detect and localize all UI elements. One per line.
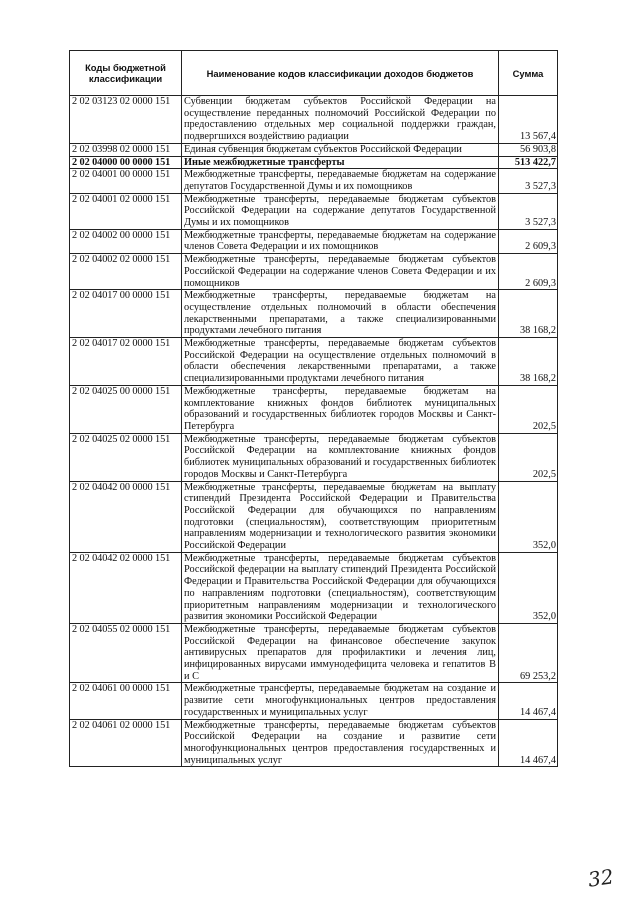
revenue-table — [69, 50, 558, 767]
table-row — [70, 481, 558, 552]
table-body — [70, 96, 558, 767]
header-sum: Сумма — [499, 51, 558, 96]
sum-cell: 202,5 — [499, 385, 558, 433]
code-cell: 2 02 04017 02 0000 151 — [70, 338, 182, 386]
name-cell: Межбюджетные трансферты, передаваемые бюджетам субъектов Российской федерации на выплату стипендий Президента Российской Федерации и Правительства Российской Федерации для обучающихся по направлениям подготовки (специальностям), соответствующим приоритетным направлениям модернизации и технологического развития экономики Российской Федерации — [182, 552, 499, 623]
table-row — [70, 290, 558, 338]
revenue-table-sheet — [69, 50, 557, 767]
table-row — [70, 193, 558, 229]
sum-cell: 14 467,4 — [499, 683, 558, 719]
name-cell: Межбюджетные трансферты, передаваемые бюджетам субъектов Российской Федерации на содержание депутатов Государственной Думы и их помощников — [182, 193, 499, 229]
sum-cell: 13 567,4 — [499, 96, 558, 144]
table-row — [70, 623, 558, 683]
sum-cell: 202,5 — [499, 433, 558, 481]
table-row — [70, 229, 558, 253]
name-cell: Единая субвенция бюджетам субъектов Российской Федерации — [182, 143, 499, 156]
code-cell: 2 02 04001 00 0000 151 — [70, 169, 182, 193]
sum-cell: 352,0 — [499, 552, 558, 623]
code-cell: 2 02 04061 02 0000 151 — [70, 719, 182, 767]
header-name: Наименование кодов классификации доходов бюджетов — [182, 51, 499, 96]
table-row — [70, 143, 558, 156]
name-cell: Субвенции бюджетам субъектов Российской Федерации на осуществление переданных полномочий Российской Федерации по предоставлению отдельных мер социальной поддержки граждан, подвергшихся воздействию радиации — [182, 96, 499, 144]
code-cell: 2 02 04002 02 0000 151 — [70, 254, 182, 290]
sum-cell: 38 168,2 — [499, 338, 558, 386]
code-cell: 2 02 04042 00 0000 151 — [70, 481, 182, 552]
table-row — [70, 385, 558, 433]
name-cell: Межбюджетные трансферты, передаваемые бюджетам субъектов Российской Федерации на финансовое обеспечение закупок антивирусных препаратов для профилактики и лечения лиц, инфицированных вирусами иммунодефицита человека и гепатитов В и С — [182, 623, 499, 683]
code-cell: 2 02 04025 00 0000 151 — [70, 385, 182, 433]
sum-cell: 3 527,3 — [499, 193, 558, 229]
code-cell: 2 02 04002 00 0000 151 — [70, 229, 182, 253]
sum-cell: 2 609,3 — [499, 229, 558, 253]
table-row — [70, 169, 558, 193]
code-cell: 2 02 04061 00 0000 151 — [70, 683, 182, 719]
name-cell: Межбюджетные трансферты, передаваемые бюджетам субъектов Российской Федерации на осуществление отдельных полномочий в области обеспечения лекарственными препаратами, а также специализированными продуктами лечебного питания — [182, 338, 499, 386]
sum-cell: 513 422,7 — [499, 156, 558, 169]
code-cell: 2 02 04000 00 0000 151 — [70, 156, 182, 169]
code-cell: 2 02 04025 02 0000 151 — [70, 433, 182, 481]
name-cell: Межбюджетные трансферты, передаваемые бюджетам на содержание депутатов Государственной Думы и их помощников — [182, 169, 499, 193]
sum-cell: 38 168,2 — [499, 290, 558, 338]
table-row — [70, 254, 558, 290]
name-cell: Межбюджетные трансферты, передаваемые бюджетам субъектов Российской Федерации на содержание членов Совета Федерации и их помощников — [182, 254, 499, 290]
name-cell: Межбюджетные трансферты, передаваемые бюджетам на осуществление отдельных полномочий в области обеспечения лекарственными препаратами, а также специализированными продуктами лечебного питания — [182, 290, 499, 338]
name-cell: Межбюджетные трансферты, передаваемые бюджетам на содержание членов Совета Федерации и их помощников — [182, 229, 499, 253]
sum-cell: 352,0 — [499, 481, 558, 552]
code-cell: 2 02 04017 00 0000 151 — [70, 290, 182, 338]
name-cell: Межбюджетные трансферты, передаваемые бюджетам субъектов Российской Федерации на создание и развитие сети многофункциональных центров предоставления государственных и муниципальных услуг — [182, 719, 499, 767]
table-row — [70, 433, 558, 481]
name-cell: Межбюджетные трансферты, передаваемые бюджетам на комплектование книжных фондов библиотек муниципальных образований и государственных библиотек городов Москвы и Санкт-Петербурга — [182, 385, 499, 433]
name-cell: Межбюджетные трансферты, передаваемые бюджетам на выплату стипендий Президента Российской Федерации и Правительства Российской Федерации для обучающихся по направлениям подготовки (специальностям), соответствующим приоритетным направлениям модернизации и технологического развития экономики Российской Федерации — [182, 481, 499, 552]
code-cell: 2 02 04055 02 0000 151 — [70, 623, 182, 683]
name-cell: Межбюджетные трансферты, передаваемые бюджетам субъектов Российской Федерации на комплектование книжных фондов библиотек муниципальных образований и государственных библиотек городов Москвы и Санкт-Петербурга — [182, 433, 499, 481]
sum-cell: 56 903,8 — [499, 143, 558, 156]
code-cell: 2 02 04001 02 0000 151 — [70, 193, 182, 229]
name-cell: Иные межбюджетные трансферты — [182, 156, 499, 169]
sum-cell: 14 467,4 — [499, 719, 558, 767]
code-cell: 2 02 03998 02 0000 151 — [70, 143, 182, 156]
table-row — [70, 552, 558, 623]
sum-cell: 69 253,2 — [499, 623, 558, 683]
code-cell: 2 02 04042 02 0000 151 — [70, 552, 182, 623]
sum-cell: 2 609,3 — [499, 254, 558, 290]
page-number: 32 — [586, 864, 615, 892]
header-code: Коды бюджетной классификации — [70, 51, 182, 96]
table-row — [70, 338, 558, 386]
code-cell: 2 02 03123 02 0000 151 — [70, 96, 182, 144]
table-row — [70, 96, 558, 144]
sum-cell: 3 527,3 — [499, 169, 558, 193]
table-row — [70, 719, 558, 767]
table-row — [70, 156, 558, 169]
table-header-row — [70, 51, 558, 96]
name-cell: Межбюджетные трансферты, передаваемые бюджетам на создание и развитие сети многофункциональных центров предоставления государственных и муниципальных услуг — [182, 683, 499, 719]
table-row — [70, 683, 558, 719]
